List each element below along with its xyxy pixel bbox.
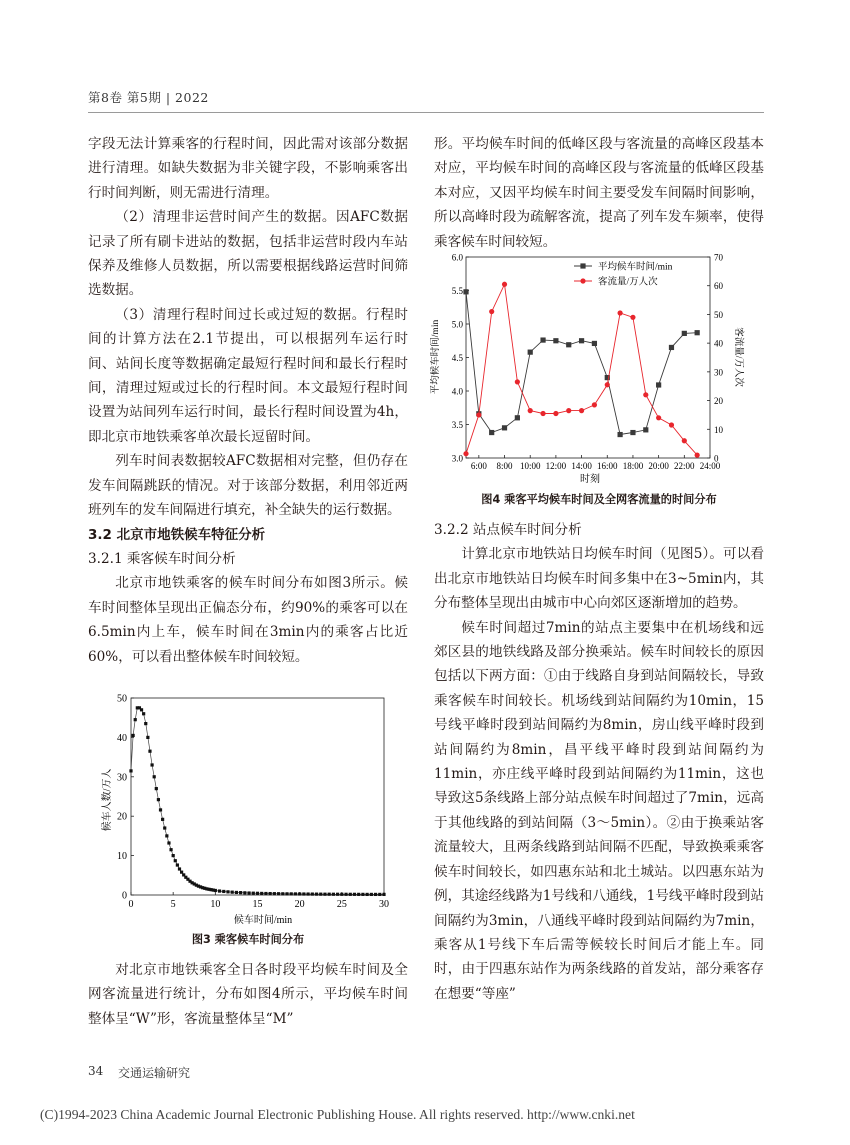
data-point xyxy=(134,718,137,721)
data-point xyxy=(129,769,132,772)
x-axis-label: 时刻 xyxy=(580,474,600,485)
paragraph: 候车时间超过7min的站点主要集中在机场线和远郊区县的地铁线路及部分换乘站。候车时间较长的原因包括以下两方面：①由于线路自身到站间隔较长，导致乘客候车时间较长。机场线到站间隔约为10min，15号线平峰时段到站间隔约为8min，房山线平峰时段到站间隔约为8min，昌平线平峰时段到站间隔约为11min，亦庄线平峰时段到站间隔约为11min，这也导致这5条线路上部分站点候车时间超过了7min，远高于其他线路的到站间隔（3～5min）。②由于换乘站客流量较大，且两条线路到站间隔不匹配，导致换乘乘客候车时间较长，如四惠东站和北土城站。以四惠东站为例，其途经线路为1号线和八通线，1号线平峰时段到站间隔约为3min，八通线平峰时段到站间隔约为7min，乘客从1号线下车后需等候较长时间后才能上车。同时，由于四惠东站作为两条线路的首发站，部分乘客存在想要“等座” xyxy=(434,619,764,1002)
data-point xyxy=(643,427,648,432)
data-point xyxy=(260,892,263,895)
x-tick-label: 24:00 xyxy=(699,461,721,471)
y-tick-label: 20 xyxy=(117,811,127,823)
data-point xyxy=(553,411,558,416)
data-point xyxy=(353,893,356,896)
series-line xyxy=(131,708,384,895)
data-point xyxy=(319,893,322,896)
data-point xyxy=(315,893,318,896)
data-point xyxy=(669,422,674,427)
data-point xyxy=(630,315,635,320)
data-point xyxy=(328,893,331,896)
data-point xyxy=(476,412,481,417)
y2-tick-label: 50 xyxy=(714,309,723,320)
data-point xyxy=(656,415,661,420)
data-point xyxy=(273,892,276,895)
data-point xyxy=(336,893,339,896)
data-point xyxy=(463,289,468,294)
data-point xyxy=(264,892,267,895)
data-point xyxy=(294,892,297,895)
data-point xyxy=(298,892,301,895)
x-tick-label: 20 xyxy=(294,899,305,910)
y-tick-label: 10 xyxy=(117,851,127,863)
data-point xyxy=(235,891,238,894)
data-point xyxy=(252,892,255,895)
data-point xyxy=(695,330,700,335)
data-point xyxy=(311,892,314,895)
right-column-top xyxy=(434,132,764,254)
data-point xyxy=(174,859,177,862)
data-point xyxy=(340,893,343,896)
data-point xyxy=(167,841,170,844)
y-tick-label: 3.5 xyxy=(451,420,463,430)
data-point xyxy=(370,893,373,896)
data-point xyxy=(256,892,259,895)
data-point xyxy=(463,451,468,456)
data-point xyxy=(618,310,623,315)
y2-tick-label: 10 xyxy=(714,424,723,435)
plot-frame xyxy=(131,698,384,895)
figure-3-caption: 图3 乘客候车时间分布 xyxy=(191,933,305,946)
data-point xyxy=(157,798,160,801)
data-point xyxy=(132,734,135,737)
y-tick-label: 5.0 xyxy=(451,319,463,330)
left-column-top xyxy=(88,132,408,669)
figure-3-chart xyxy=(88,688,408,926)
paragraph: 对北京市地铁乘客全日各时段平均候车时间及全网客流量进行统计，分布如图4所示，平均候车时间整体呈“W”形，客流量整体呈“M” xyxy=(88,962,408,1027)
y-tick-label: 6.0 xyxy=(451,252,463,263)
paragraph: （2）清理非运营时间产生的数据。因AFC数据记录了所有刷卡进站的数据，包括非运营时段内车站保养及维修人员数据，所以需要根据线路运营时间筛选数据。 xyxy=(88,209,408,299)
x-tick-label: 30 xyxy=(379,899,389,910)
data-point xyxy=(515,415,520,420)
data-point xyxy=(323,893,326,896)
y2-axis-label: 客流量/万人次 xyxy=(733,327,743,387)
y-tick-label: 3.0 xyxy=(451,453,463,464)
data-point xyxy=(566,408,571,413)
data-point xyxy=(489,430,494,435)
data-point xyxy=(528,408,533,413)
y-axis-label: 平均候车时间/min xyxy=(431,319,441,395)
data-point xyxy=(243,891,246,894)
figure-4-chart xyxy=(430,248,764,486)
paragraph: 北京市地铁乘客的候车时间分布如图3所示。候车时间整体呈现出正偏态分布，约90%的乘客可以在6.5min内上车，候车时间在3min内的乘客占比近60%，可以看出整体候车时间较短。 xyxy=(88,575,408,665)
x-tick-label: 0 xyxy=(128,899,134,910)
data-point xyxy=(159,808,162,811)
data-point xyxy=(682,438,687,443)
y2-tick-label: 20 xyxy=(714,396,723,407)
data-point xyxy=(239,891,242,894)
data-point xyxy=(176,863,179,866)
data-point xyxy=(643,392,648,397)
y2-tick-label: 70 xyxy=(714,252,723,263)
data-point xyxy=(682,331,687,336)
data-point xyxy=(502,425,507,430)
figure-4-caption: 图4 乘客平均候车时间及全网客流量的时间分布 xyxy=(481,493,717,506)
data-point xyxy=(153,775,156,778)
x-tick-label: 15 xyxy=(252,899,263,910)
legend-label: 平均候车时间/min xyxy=(598,262,673,273)
data-point xyxy=(344,893,347,896)
x-tick-label: 10:00 xyxy=(519,461,541,471)
data-point xyxy=(592,402,597,407)
data-point xyxy=(148,750,151,753)
right-column-bottom xyxy=(434,518,764,1006)
x-axis-label: 候车时间/min xyxy=(233,915,293,926)
x-tick-label: 22:00 xyxy=(674,461,695,471)
data-point xyxy=(592,341,597,346)
journal-name: 交通运输研究 xyxy=(118,1066,191,1080)
x-tick-label: 10 xyxy=(210,899,221,910)
x-tick-label: 20:00 xyxy=(648,461,669,471)
data-point xyxy=(144,722,147,725)
data-point xyxy=(172,854,175,857)
data-point xyxy=(630,430,635,435)
journal-issue-header: 第8卷 第5期 | 2022 xyxy=(88,90,209,105)
data-point xyxy=(579,408,584,413)
x-tick-label: 25 xyxy=(336,899,347,910)
data-point xyxy=(307,892,310,895)
x-tick-label: 14:00 xyxy=(571,461,592,471)
data-point xyxy=(579,338,584,343)
y-tick-label: 5.5 xyxy=(451,286,463,296)
data-point xyxy=(566,342,571,347)
x-tick-label: 12:00 xyxy=(545,461,567,471)
data-point xyxy=(281,892,284,895)
x-tick-label: 18:00 xyxy=(622,461,644,471)
data-point xyxy=(155,787,158,790)
data-point xyxy=(366,893,369,896)
data-point xyxy=(374,893,377,896)
y-tick-label: 0 xyxy=(122,890,127,902)
paragraph: 形。平均候车时间的低峰区段与客流量的高峰区段基本对应，平均候车时间的高峰区段与客流量的低峰区段基本对应，又因平均候车时间主要受发车间隔时间影响，所以高峰时段为疏解客流，提高了列车发车频率，使得乘客候车时间较短。 xyxy=(434,136,764,250)
data-point xyxy=(178,867,181,870)
page-number: 34 xyxy=(88,1064,104,1078)
y2-tick-label: 0 xyxy=(714,453,719,464)
x-tick-label: 16:00 xyxy=(597,461,618,471)
y-tick-label: 50 xyxy=(117,693,127,705)
data-point xyxy=(140,708,143,711)
data-point xyxy=(302,892,305,895)
paragraph: 计算北京市地铁站日均候车时间（见图5）。可以看出北京市地铁站日均候车时间多集中在3~5min内，其分布整体呈现出由城市中心向郊区逐渐增加的趋势。 xyxy=(434,546,764,612)
section-heading-3-2: 3.2 北京市地铁候车特征分析 xyxy=(88,526,266,543)
legend-label: 客流量/万人次 xyxy=(598,277,658,288)
data-point xyxy=(656,382,661,387)
data-point xyxy=(378,893,381,896)
data-point xyxy=(357,893,360,896)
data-point xyxy=(290,892,293,895)
data-point xyxy=(489,309,494,314)
left-column-bottom xyxy=(88,958,408,1031)
header-rule xyxy=(88,112,764,113)
data-point xyxy=(515,379,520,384)
data-point xyxy=(553,338,558,343)
copyright-notice: (C)1994-2023 China Academic Journal Electronic Publishing House. All rights reserved. http://www.cnki.net xyxy=(40,1107,635,1122)
subsection-heading-3-2-2: 3.2.2 站点候车时间分析 xyxy=(434,522,582,538)
data-point xyxy=(605,382,610,387)
data-point xyxy=(502,282,507,287)
y-tick-label: 30 xyxy=(117,772,127,784)
data-point xyxy=(165,834,168,837)
data-point xyxy=(349,893,352,896)
x-tick-label: 8:00 xyxy=(496,461,513,471)
legend-marker xyxy=(580,263,585,268)
data-point xyxy=(540,337,545,342)
y2-tick-label: 60 xyxy=(714,281,723,292)
data-point xyxy=(169,848,172,851)
x-tick-label: 5 xyxy=(170,899,176,910)
data-point xyxy=(163,826,166,829)
data-point xyxy=(180,871,183,874)
data-point xyxy=(669,345,674,350)
paragraph: （3）清理行程时间过长或过短的数据。行程时间的计算方法在2.1节提出，可以根据列车运行时间、站间长度等数据确定最短行程时间和最长行程时间，清理过短或过长的行程时间。本文最短行程时间设置为站间列车运行时间，最长行程时间设置为4h，即北京市地铁乘客单次最长逗留时间。 xyxy=(88,306,408,445)
paragraph: 字段无法计算乘客的行程时间，因此需对该部分数据进行清理。如缺失数据为非关键字段，不影响乘客出行时间判断，则无需进行清理。 xyxy=(88,136,408,201)
data-point xyxy=(332,893,335,896)
data-point xyxy=(214,889,217,892)
data-point xyxy=(695,453,700,458)
data-point xyxy=(382,893,385,896)
data-point xyxy=(222,890,225,893)
y-axis-label: 候车人数/万人 xyxy=(102,768,113,832)
data-point xyxy=(146,736,149,739)
data-point xyxy=(161,818,164,821)
data-point xyxy=(269,892,272,895)
y2-tick-label: 40 xyxy=(714,338,723,349)
x-tick-label: 6:00 xyxy=(470,461,487,471)
y-tick-label: 40 xyxy=(117,732,127,744)
paragraph: 列车时间表数据较AFC数据相对完整，但仍存在发车间隔跳跃的情况。对于该部分数据，利用邻近两班列车的发车间隔进行填充，补全缺失的运行数据。 xyxy=(88,453,408,519)
data-point xyxy=(528,350,533,355)
data-point xyxy=(618,432,623,437)
data-point xyxy=(285,892,288,895)
data-point xyxy=(361,893,364,896)
data-point xyxy=(231,891,234,894)
legend-marker xyxy=(580,278,585,283)
data-point xyxy=(142,712,145,715)
subsection-heading-3-2-1: 3.2.1 乘客候车时间分析 xyxy=(88,550,236,567)
y2-tick-label: 30 xyxy=(714,367,723,378)
data-point xyxy=(150,763,153,766)
data-point xyxy=(540,411,545,416)
data-point xyxy=(218,889,221,892)
y-tick-label: 4.0 xyxy=(451,386,463,397)
data-point xyxy=(277,892,280,895)
y-tick-label: 4.5 xyxy=(451,353,463,363)
data-point xyxy=(247,891,250,894)
data-point xyxy=(226,890,229,893)
